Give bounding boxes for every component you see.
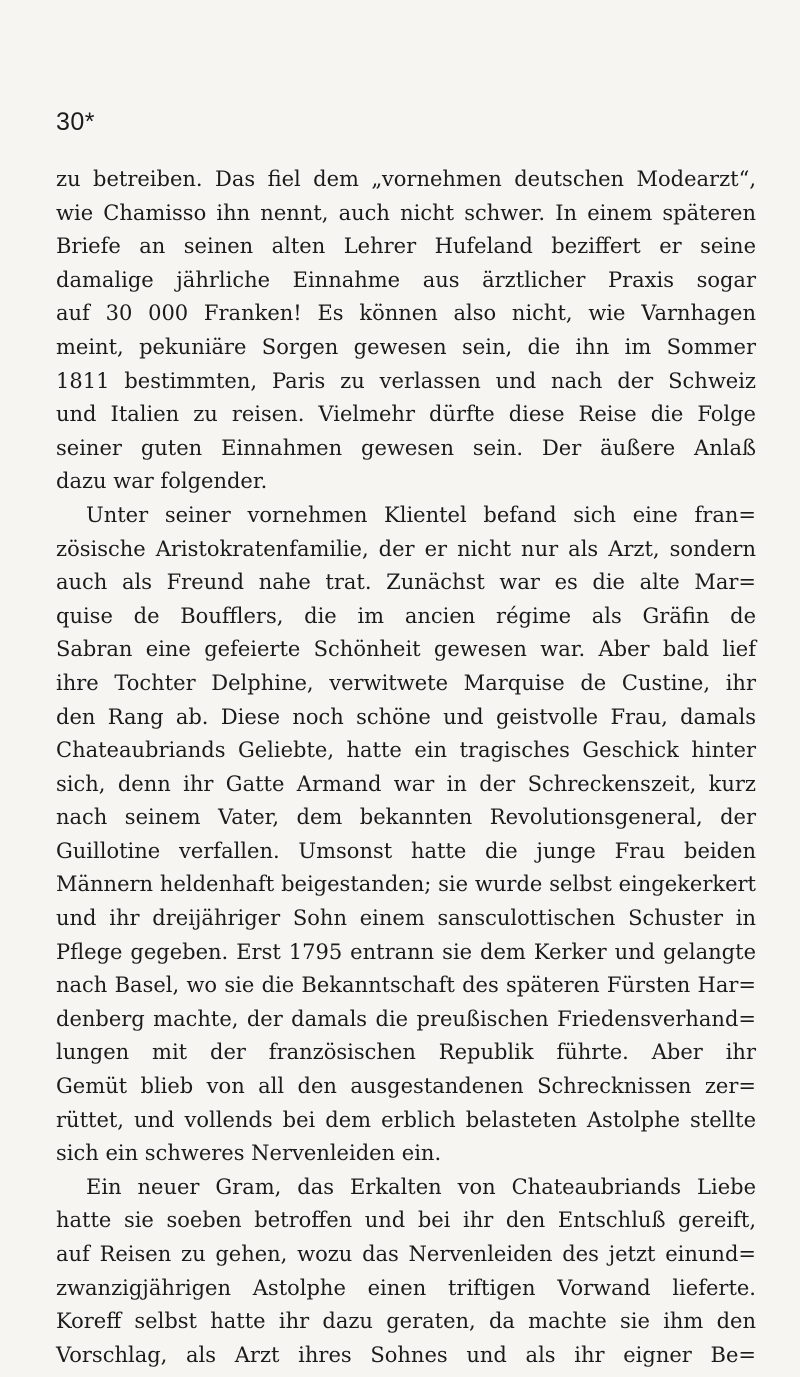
text-line: Chateaubriands Geliebte, hatte ein tragisches Geschick hinter [56, 738, 756, 763]
text-line: rüttet, und vollends bei dem erblich belasteten Astolphe stellte [56, 1107, 756, 1132]
text-line: hatte sie soeben betroffen und bei ihr den Entschluß gereift, [56, 1208, 756, 1233]
text-line: 1811 bestimmten, Paris zu verlassen und nach der Schweiz [56, 368, 756, 393]
text-line: zu betreiben. Das fiel dem „vornehmen deutschen Modearzt“, [56, 167, 756, 191]
text-line: seiner guten Einnahmen gewesen sein. Der äußere Anlaß [56, 435, 756, 460]
text-line: zwanzigjährigen Astolphe einen triftigen Vorwand lieferte. [56, 1275, 756, 1300]
page-number: 30* [56, 108, 96, 136]
text-line: meint, pekuniäre Sorgen gewesen sein, die ihn im Sommer [56, 334, 756, 359]
text-line: Briefe an seinen alten Lehrer Hufeland beziffert er seine [56, 234, 756, 259]
text-line: auf Reisen zu gehen, wozu das Nervenleiden des jetzt einund= [56, 1242, 756, 1266]
text-line: Vorschlag, als Arzt ihres Sohnes und als ihr eigner Be= [56, 1342, 756, 1367]
text-line: Pflege gegeben. Erst 1795 entrann sie dem Kerker und gelangte [56, 939, 756, 964]
text-line: dazu war folgender. [56, 469, 268, 494]
text-line: auf 30 000 Franken! Es können also nicht, wie Varnhagen [56, 301, 756, 326]
text-line: Männern heldenhaft beigestanden; sie wurde selbst eingekerkert [56, 872, 756, 897]
text-line: auch als Freund nahe trat. Zunächst war es die alte Mar= [56, 570, 756, 595]
body-text [56, 163, 756, 1372]
text-line: Sabran eine gefeierte Schönheit gewesen war. Aber bald lief [56, 637, 756, 662]
text-line: ihre Tochter Delphine, verwitwete Marquise de Custine, ihr [56, 670, 756, 695]
text-line: damalige jährliche Einnahme aus ärztlicher Praxis sogar [56, 267, 756, 292]
text-line: und ihr dreijähriger Sohn einem sansculottischen Schuster in [56, 906, 756, 931]
text-line: Ein neuer Gram, das Erkalten von Chateaubriands Liebe [86, 1174, 756, 1199]
text-line: lungen mit der französischen Republik führte. Aber ihr [56, 1040, 756, 1065]
text-line: den Rang ab. Diese noch schöne und geistvolle Frau, damals [56, 704, 756, 729]
text-line: Guillotine verfallen. Umsonst hatte die junge Frau beiden [56, 838, 756, 863]
text-line: quise de Boufflers, die im ancien régime als Gräfin de [56, 603, 756, 628]
text-line: zösische Aristokratenfamilie, der er nicht nur als Arzt, sondern [56, 536, 756, 561]
text-line: Gemüt blieb von all den ausgestandenen Schrecknissen zer= [56, 1074, 756, 1099]
text-line: Koreff selbst hatte ihr dazu geraten, da machte sie ihm den [56, 1309, 756, 1334]
text-line: sich, denn ihr Gatte Armand war in der Schreckenszeit, kurz [56, 771, 756, 796]
text-line: denberg machte, der damals die preußischen Friedensverhand= [56, 1006, 756, 1031]
text-line: Unter seiner vornehmen Klientel befand sich eine fran= [86, 502, 756, 527]
text-line: nach Basel, wo sie die Bekanntschaft des späteren Fürsten Har= [56, 973, 756, 998]
text-line: nach seinem Vater, dem bekannten Revolutionsgeneral, der [56, 805, 756, 830]
text-line: sich ein schweres Nervenleiden ein. [56, 1141, 442, 1166]
text-line: wie Chamisso ihn nennt, auch nicht schwer. In einem späteren [56, 200, 756, 225]
text-line: und Italien zu reisen. Vielmehr dürfte diese Reise die Folge [56, 402, 756, 427]
